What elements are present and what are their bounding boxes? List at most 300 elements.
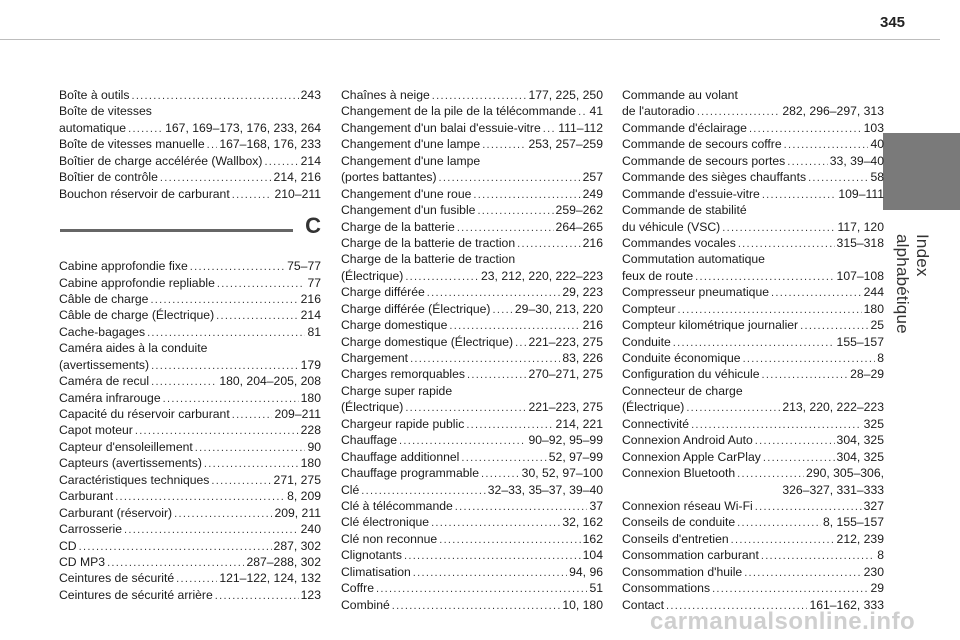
dot-leader — [517, 236, 581, 252]
entry-pages: 304, 325 — [836, 433, 884, 448]
entry-pages: 214 — [300, 308, 321, 323]
entry-pages: 230 — [863, 564, 884, 579]
dot-leader — [79, 539, 272, 555]
dot-leader — [697, 104, 781, 120]
entry-pages: 107–108 — [836, 268, 884, 283]
dot-leader — [147, 325, 305, 341]
entry-term: Boîtier de contrôle — [59, 170, 158, 185]
entry-term: Changement d'une roue — [341, 186, 472, 201]
dot-leader — [207, 137, 218, 153]
dot-leader — [673, 335, 835, 351]
dot-leader — [439, 532, 580, 548]
dot-leader — [712, 581, 868, 597]
header-rule — [0, 39, 940, 40]
dot-leader — [493, 302, 513, 318]
entry-term: Clé — [341, 482, 360, 497]
index-entry — [341, 514, 603, 530]
entry-term: Commutation automatique — [622, 252, 765, 267]
dot-leader — [755, 433, 835, 449]
index-entry — [341, 87, 603, 103]
entry-pages: 210–211 — [274, 186, 321, 201]
entry-term: Bouchon réservoir de carburant — [59, 186, 230, 201]
dot-leader — [211, 473, 271, 489]
entry-pages: 29, 223 — [562, 285, 603, 300]
index-entry — [622, 268, 884, 284]
entry-pages: 162 — [582, 531, 603, 546]
dot-leader — [477, 203, 553, 219]
dot-leader — [174, 506, 272, 522]
entry-pages: 243 — [300, 88, 321, 102]
entry-term: CD MP3 — [59, 554, 106, 569]
index-entry — [59, 258, 321, 274]
dot-leader — [410, 351, 560, 367]
index-entry — [59, 570, 321, 586]
index-entry — [59, 169, 321, 185]
entry-term: Commandes vocales — [622, 235, 736, 250]
index-entry — [59, 390, 321, 406]
index-entry — [622, 465, 884, 481]
entry-pages: 282, 296–297, 313 — [782, 104, 884, 119]
dot-leader — [195, 440, 306, 456]
index-entry — [622, 136, 884, 152]
entry-term: Conseils de conduite — [622, 515, 736, 530]
entry-pages: 90 — [307, 439, 321, 454]
index-entry — [341, 268, 603, 284]
entry-pages: 180, 204–205, 208 — [219, 374, 321, 389]
entry-term: Chargeur rapide public — [341, 416, 465, 431]
entry-term: Chauffage additionnel — [341, 449, 460, 464]
entry-pages: 304, 325 — [836, 449, 884, 464]
entry-pages: 270–271, 275 — [528, 367, 603, 382]
index-entry — [59, 373, 321, 389]
entry-term: Caméra de recul — [59, 374, 150, 389]
index-entry — [622, 531, 884, 547]
entry-term: Commande au volant — [622, 88, 738, 102]
entry-term: Capteur d'ensoleillement — [59, 439, 193, 454]
index-entry — [341, 416, 603, 432]
entry-term: Connexion Android Auto — [622, 433, 753, 448]
index-entry — [59, 587, 321, 603]
dot-leader — [808, 170, 868, 186]
entry-pages: 209, 211 — [274, 505, 321, 520]
entry-term: Commande de secours coffre — [622, 137, 782, 152]
index-entry — [622, 350, 884, 366]
index-entry-heading — [622, 251, 884, 267]
entry-pages: 216 — [300, 291, 321, 306]
index-entry — [59, 406, 321, 422]
entry-term: Caméra aides à la conduite — [59, 341, 208, 356]
index-entry — [59, 488, 321, 504]
entry-pages: 83, 226 — [562, 351, 603, 365]
index-entry-heading — [622, 87, 884, 103]
entry-term: Caractéristiques techniques — [59, 472, 210, 487]
index-entry-heading — [341, 251, 603, 267]
dot-leader — [216, 308, 299, 324]
dot-leader — [800, 318, 868, 334]
dot-leader — [232, 407, 273, 423]
index-entry — [341, 136, 603, 152]
entry-term: (Électrique) — [622, 400, 685, 415]
entry-pages: 326–327, 331–333 — [782, 482, 884, 497]
entry-pages: 117, 120 — [837, 219, 884, 234]
entry-term: Changement de la pile de la télécommande — [341, 104, 577, 119]
index-entry — [59, 472, 321, 488]
index-entry — [341, 219, 603, 235]
entry-term: Consommations — [622, 581, 711, 596]
index-entry — [341, 235, 603, 251]
dot-leader — [128, 121, 163, 137]
entry-pages: 111–112 — [558, 120, 603, 135]
entry-term: Ceintures de sécurité — [59, 571, 175, 586]
dot-leader — [361, 483, 485, 499]
entry-term: Commande d'éclairage — [622, 120, 747, 135]
dot-leader — [482, 137, 526, 153]
entry-term: Connexion réseau Wi-Fi — [622, 498, 753, 513]
entry-pages: 315–318 — [836, 235, 884, 250]
entry-pages: 94, 96 — [569, 564, 603, 579]
index-entry — [622, 449, 884, 465]
dot-leader — [449, 318, 580, 334]
dot-leader — [762, 367, 849, 383]
entry-pages: 216 — [582, 235, 603, 250]
entry-term: feux de route — [622, 268, 694, 283]
index-entry — [622, 120, 884, 136]
entry-term: Capteurs (avertissements) — [59, 456, 202, 471]
index-column-2 — [341, 87, 603, 613]
entry-term: Clignotants — [341, 548, 402, 563]
entry-pages: 121–122, 124, 132 — [219, 571, 321, 586]
index-entry — [341, 284, 603, 300]
entry-term: Connectivité — [622, 416, 690, 431]
dot-leader — [131, 88, 298, 104]
entry-pages: 271, 275 — [273, 472, 321, 487]
dot-leader — [455, 499, 588, 515]
dot-leader — [163, 391, 299, 407]
entry-pages: 37 — [589, 498, 603, 513]
entry-pages: 51 — [589, 581, 603, 596]
dot-leader — [107, 555, 244, 571]
dot-leader — [761, 548, 875, 564]
entry-term: Chauffage — [341, 433, 398, 448]
entry-pages: 214, 216 — [273, 170, 321, 185]
entry-pages: 327 — [863, 498, 884, 513]
index-entry — [341, 120, 603, 136]
entry-term: (avertissements) — [59, 357, 150, 372]
entry-pages: 221–223, 275 — [528, 334, 603, 349]
section-rule — [60, 229, 293, 232]
entry-term: Commande de secours portes — [622, 153, 786, 168]
dot-leader — [787, 154, 828, 170]
entry-pages: 180 — [863, 301, 884, 316]
entry-term: Charge super rapide — [341, 383, 453, 398]
index-column-1 — [59, 87, 321, 603]
entry-term: Combiné — [341, 597, 390, 612]
entry-pages: 287, 302 — [273, 538, 321, 553]
entry-pages: 264–265 — [555, 219, 603, 234]
dot-leader — [762, 187, 837, 203]
entry-term: automatique — [59, 120, 127, 135]
dot-leader — [413, 565, 567, 581]
entry-term: (Électrique) — [341, 268, 404, 283]
index-entry — [341, 169, 603, 185]
entry-term: Conduite — [622, 334, 671, 349]
entry-term: Ceintures de sécurité arrière — [59, 587, 213, 602]
entry-term: Boîtier de charge accélérée (Wallbox) — [59, 153, 263, 168]
entry-term: Connecteur de charge — [622, 383, 743, 398]
entry-pages: 10, 180 — [562, 597, 603, 612]
index-entry — [341, 465, 603, 481]
entry-pages: 29 — [870, 581, 884, 596]
entry-pages: 8, 155–157 — [823, 515, 884, 530]
section-letter: C — [305, 213, 321, 239]
dot-leader — [405, 269, 479, 285]
index-entry — [59, 554, 321, 570]
index-entry-heading — [59, 103, 321, 119]
entry-term: (portes battantes) — [341, 170, 437, 185]
dot-leader — [405, 400, 526, 416]
index-entry — [622, 186, 884, 202]
dot-leader — [215, 588, 299, 604]
entry-term: Charges remorquables — [341, 367, 465, 382]
dot-leader — [457, 220, 554, 236]
entry-pages: 244 — [863, 285, 884, 300]
entry-pages: 29–30, 213, 220 — [514, 301, 603, 316]
entry-term: Câble de charge (Électrique) — [59, 308, 215, 323]
entry-pages: 23, 212, 220, 222–223 — [481, 268, 603, 283]
entry-pages: 28–29 — [850, 367, 884, 382]
dot-leader — [737, 515, 821, 531]
entry-term: Climatisation — [341, 564, 411, 579]
entry-term: Changement d'un balai d'essuie-vitre — [341, 120, 541, 135]
entry-pages: 249 — [582, 186, 603, 201]
entry-pages: 228 — [300, 423, 321, 438]
dot-leader — [160, 170, 272, 186]
dot-leader — [124, 522, 299, 538]
index-entry — [622, 301, 884, 317]
entry-pages: 52, 97–99 — [548, 449, 603, 464]
index-entry — [59, 439, 321, 455]
index-entry — [622, 416, 884, 432]
entry-pages: 32–33, 35–37, 39–40 — [487, 482, 603, 497]
dot-leader — [376, 581, 587, 597]
dot-leader — [691, 417, 862, 433]
dot-leader — [427, 285, 561, 301]
entry-pages: 290, 305–306, — [806, 466, 884, 481]
entry-term: Cabine approfondie fixe — [59, 259, 188, 274]
entry-pages: 109–111 — [838, 186, 884, 201]
entry-pages: 25 — [870, 318, 884, 333]
entry-pages: 167–168, 176, 233 — [219, 137, 321, 152]
entry-term: Compteur kilométrique journalier — [622, 318, 799, 333]
entry-term: Carrosserie — [59, 522, 122, 537]
index-entry — [59, 538, 321, 554]
index-entry — [59, 324, 321, 340]
entry-pages: 41 — [589, 104, 603, 119]
entry-term: de l'autoradio — [622, 104, 695, 119]
entry-term: Configuration du véhicule — [622, 367, 760, 382]
dot-leader — [204, 456, 299, 472]
entry-pages: 81 — [307, 324, 321, 339]
entry-term: Capot moteur — [59, 423, 133, 438]
index-entry — [622, 284, 884, 300]
index-entry — [341, 498, 603, 514]
index-entry — [341, 580, 603, 596]
entry-pages: 259–262 — [555, 203, 603, 218]
entry-term: Chargement — [341, 351, 409, 365]
index-entry — [341, 399, 603, 415]
index-entry — [341, 317, 603, 333]
entry-pages: 240 — [300, 522, 321, 537]
watermark: carmanualsonline.info — [650, 608, 916, 635]
index-entry — [622, 547, 884, 563]
dot-leader — [722, 220, 835, 236]
index-entry — [341, 482, 603, 498]
entry-pages: 90–92, 95–99 — [528, 433, 603, 448]
entry-term: Caméra infrarouge — [59, 390, 161, 405]
index-entry — [341, 334, 603, 350]
entry-pages: 8 — [877, 351, 884, 365]
dot-leader — [264, 154, 298, 170]
entry-term: Compteur — [622, 301, 676, 316]
entry-term: Commande de stabilité — [622, 203, 747, 218]
index-entry-heading — [622, 383, 884, 399]
dot-leader — [150, 292, 298, 308]
index-entry — [59, 307, 321, 323]
entry-term: Coffre — [341, 581, 374, 596]
entry-term: Boîte de vitesses — [59, 104, 152, 119]
entry-term: Changement d'une lampe — [341, 137, 481, 152]
entry-pages: 103 — [863, 120, 884, 135]
entry-term: Changement d'une lampe — [341, 153, 481, 168]
index-entry — [341, 366, 603, 382]
entry-term: Boîte de vitesses manuelle — [59, 137, 205, 152]
index-entry — [59, 521, 321, 537]
dot-leader — [399, 433, 526, 449]
entry-term: Connexion Bluetooth — [622, 466, 736, 481]
entry-pages: 167, 169–173, 176, 233, 264 — [165, 120, 321, 135]
entry-term: Cabine approfondie repliable — [59, 275, 215, 290]
index-entry — [341, 202, 603, 218]
index-entry — [341, 564, 603, 580]
index-entry-heading — [341, 383, 603, 399]
index-entry — [59, 120, 321, 136]
index-entry — [59, 357, 321, 373]
dot-leader — [737, 466, 804, 482]
dot-leader — [743, 351, 876, 367]
dot-leader — [151, 374, 217, 390]
index-entry — [622, 366, 884, 382]
entry-pages: 177, 225, 250 — [528, 88, 603, 102]
index-entry — [341, 531, 603, 547]
entry-pages: 155–157 — [836, 334, 884, 349]
index-entry — [622, 235, 884, 251]
dot-leader — [578, 104, 587, 120]
page-number: 345 — [880, 14, 906, 31]
entry-term: Contact — [622, 597, 665, 612]
dot-leader — [467, 367, 526, 383]
entry-term: du véhicule (VSC) — [622, 219, 721, 234]
index-entry-heading — [622, 202, 884, 218]
index-entry — [622, 564, 884, 580]
index-entry — [341, 350, 603, 366]
entry-term: Cache-bagages — [59, 324, 146, 339]
section-header — [59, 202, 321, 258]
index-entry — [59, 455, 321, 471]
entry-term: Capacité du réservoir carburant — [59, 407, 230, 421]
entry-term: Carburant — [59, 489, 114, 504]
index-entry — [622, 514, 884, 530]
index-entry — [341, 103, 603, 119]
index-entry — [59, 87, 321, 103]
entry-pages: 214 — [300, 153, 321, 168]
entry-pages: 104 — [582, 548, 603, 563]
dot-leader — [543, 121, 556, 137]
entry-pages: 325 — [863, 416, 884, 431]
entry-pages: 257 — [582, 170, 603, 185]
dot-leader — [431, 515, 560, 531]
dot-leader — [135, 423, 299, 439]
entry-term: Chauffage programmable — [341, 466, 479, 481]
dot-leader — [749, 121, 862, 137]
index-entry — [622, 153, 884, 169]
entry-pages: 161–162, 333 — [809, 597, 884, 612]
section-tab-marker — [883, 133, 960, 210]
entry-term: Boîte à outils — [59, 88, 130, 102]
entry-term: Charge différée — [341, 285, 425, 300]
index-entry-heading — [341, 153, 603, 169]
dot-leader — [771, 285, 862, 301]
index-entry — [622, 498, 884, 514]
dot-leader — [695, 269, 834, 285]
entry-pages: 8 — [877, 548, 884, 563]
index-entry — [341, 186, 603, 202]
entry-pages: 8, 209 — [287, 489, 321, 504]
index-entry — [59, 505, 321, 521]
entry-pages: 216 — [582, 318, 603, 333]
index-entry — [341, 597, 603, 613]
entry-pages: 123 — [300, 587, 321, 602]
dot-leader — [784, 137, 869, 153]
index-entry-heading — [59, 340, 321, 356]
entry-term: Charge domestique (Électrique) — [341, 334, 514, 349]
entry-term: Charge domestique — [341, 318, 448, 333]
entry-term: Clé non reconnue — [341, 531, 438, 546]
entry-pages: 180 — [300, 456, 321, 471]
entry-pages: 221–223, 275 — [528, 400, 603, 415]
entry-term: Commande des sièges chauffants — [622, 170, 807, 185]
section-tab-label: Index alphabétique — [893, 234, 932, 334]
entry-term: Compresseur pneumatique — [622, 285, 770, 300]
dot-leader — [432, 88, 527, 104]
entry-pages: 253, 257–259 — [528, 137, 603, 152]
index-entry — [341, 301, 603, 317]
dot-leader — [176, 571, 217, 587]
entry-pages: 209–211 — [274, 407, 321, 421]
entry-term: (Électrique) — [341, 400, 404, 415]
entry-term: Conduite économique — [622, 351, 741, 365]
dot-leader — [392, 598, 561, 614]
entry-pages: 33, 39–40 — [829, 153, 884, 168]
dot-leader — [515, 335, 526, 351]
index-entry — [622, 317, 884, 333]
entry-term: Consommation carburant — [622, 548, 759, 563]
index-entry — [622, 334, 884, 350]
entry-term: Clé à télécommande — [341, 498, 453, 513]
index-entry — [622, 580, 884, 596]
dot-leader — [755, 499, 862, 515]
entry-term: CD — [59, 538, 77, 553]
entry-term: Câble de charge — [59, 291, 149, 306]
